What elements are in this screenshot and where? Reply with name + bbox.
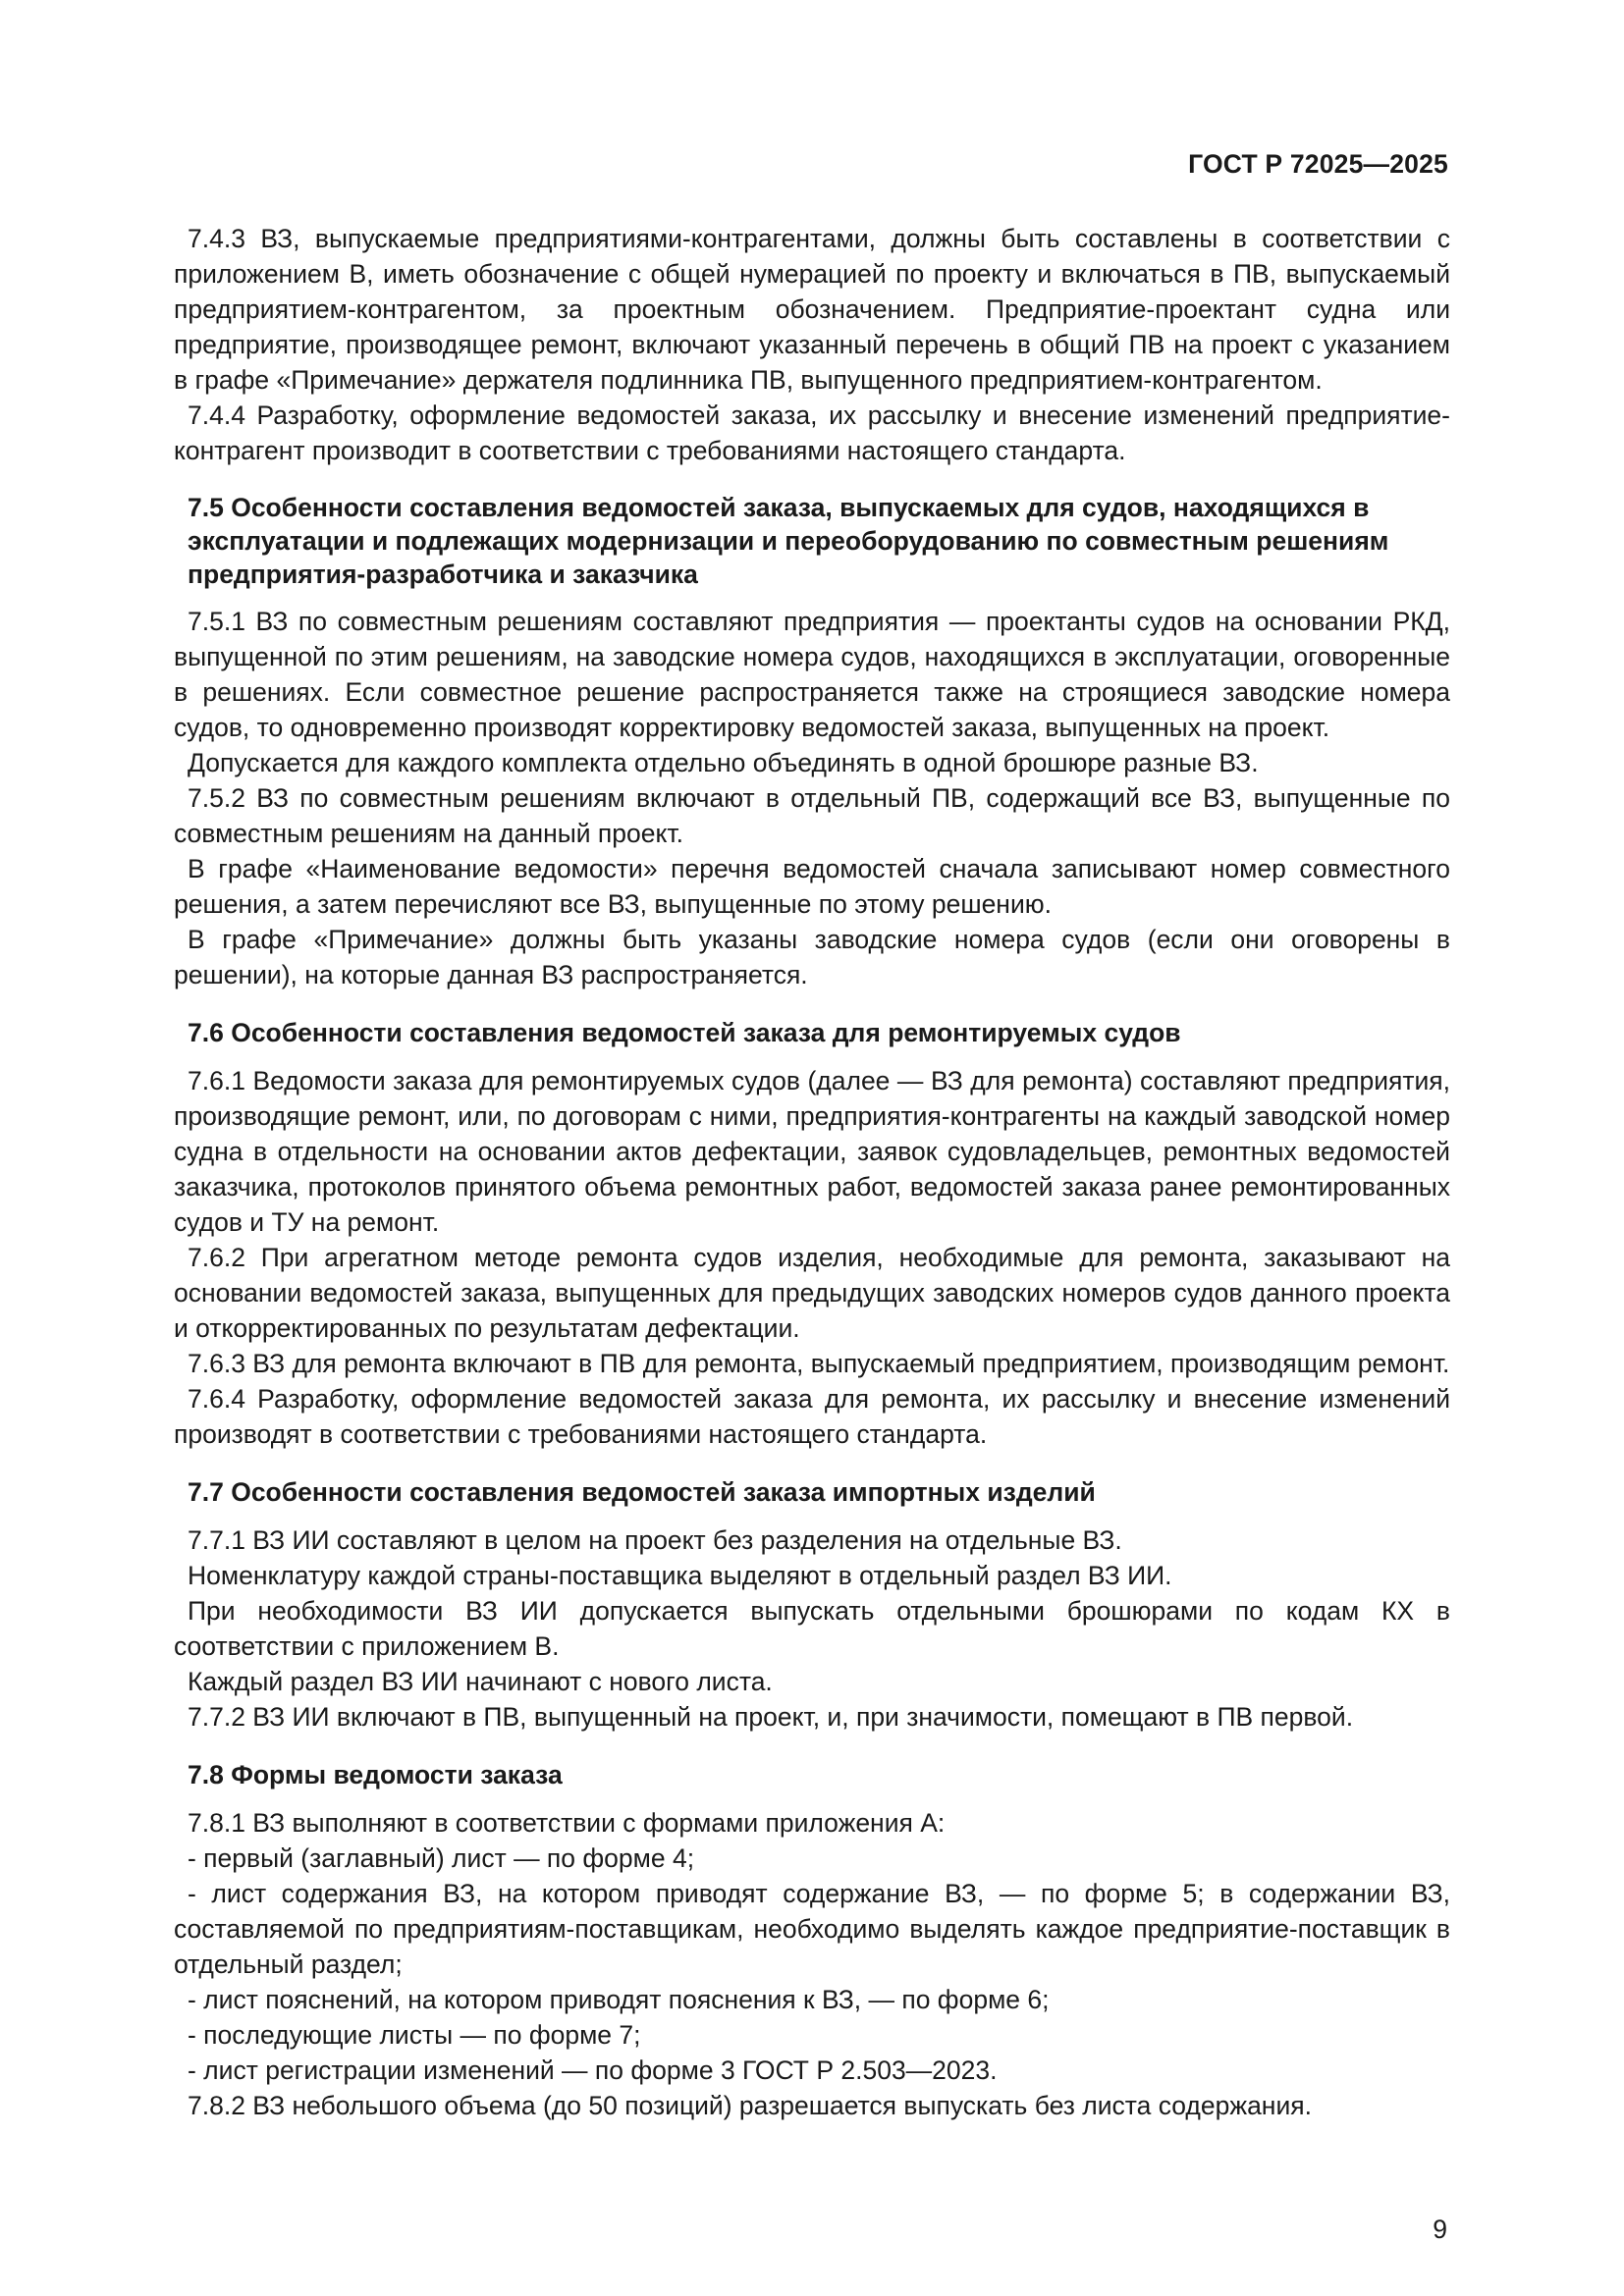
list-item-form-4: - первый (заглавный) лист — по форме 4; — [188, 1843, 695, 1873]
paragraph-7-5-2-c: В графе «Примечание» должны быть указаны заводские номера судов (если они оговорены в решении), на которые данная ВЗ распространяется. — [174, 925, 1450, 989]
list-item-form-6: - лист пояснений, на котором приводят пояснения к ВЗ, — по форме 6; — [188, 1985, 1050, 2014]
paragraph-7-5-2-b: В графе «Наименование ведомости» перечня ведомостей сначала записывают номер совместного решения, а затем перечисляют все ВЗ, выпущенные по этому решению. — [174, 854, 1450, 919]
section-heading-7-7: 7.7 Особенности составления ведомостей заказа импортных изделий — [188, 1477, 1096, 1507]
list-item-form-7: - последующие листы — по форме 7; — [188, 2020, 641, 2050]
paragraph-7-4-3: 7.4.3 ВЗ, выпускаемые предприятиями-контрагентами, должны быть составлены в соответствии с приложением В, иметь обозначение с общей нумерацией по проекту и включаться в ПВ, выпускаемый предприятием-контрагентом, за проектным обозначением. Предприятие-проектант судна или предприятие, производящее ремонт, включают указанный перечень в общий ПВ на проект с указанием в графе «Примечание» держателя подлинника ПВ, выпущенного предприятием-контрагентом. — [174, 224, 1450, 395]
page-number: 9 — [1433, 2215, 1447, 2244]
paragraph-7-7-1-c: При необходимости ВЗ ИИ допускается выпускать отдельными брошюрами по кодам КХ в соответствии с приложением В. — [174, 1596, 1450, 1661]
section-heading-7-6: 7.6 Особенности составления ведомостей заказа для ремонтируемых судов — [188, 1018, 1181, 1047]
list-item-form-5: - лист содержания ВЗ, на котором приводят содержание ВЗ, — по форме 5; в содержании ВЗ, составляемой по предприятиям-поставщикам, необходимо выделять каждое предприятие-поставщик в отдельный раздел; — [174, 1879, 1450, 1979]
paragraph-7-6-3: 7.6.3 ВЗ для ремонта включают в ПВ для ремонта, выпускаемый предприятием, производящим ремонт. — [188, 1349, 1450, 1378]
paragraph-7-4-4: 7.4.4 Разработку, оформление ведомостей заказа, их рассылку и внесение изменений предприятие-контрагент производит в соответствии с требованиями настоящего стандарта. — [174, 400, 1450, 465]
paragraph-7-7-1-b: Номенклатуру каждой страны-поставщика выделяют в отдельный раздел ВЗ ИИ. — [188, 1561, 1172, 1590]
paragraph-7-7-2: 7.7.2 ВЗ ИИ включают в ПВ, выпущенный на проект, и, при значимости, помещают в ПВ первой. — [188, 1702, 1354, 1732]
paragraph-7-5-1-b: Допускается для каждого комплекта отдельно объединять в одной брошюре разные ВЗ. — [188, 748, 1259, 777]
paragraph-7-5-2: 7.5.2 ВЗ по совместным решениям включают в отдельный ПВ, содержащий все ВЗ, выпущенные по совместным решениям на данный проект. — [174, 783, 1450, 848]
section-heading-7-8: 7.8 Формы ведомости заказа — [188, 1760, 563, 1789]
paragraph-7-8-1: 7.8.1 ВЗ выполняют в соответствии с формами приложения А: — [188, 1808, 946, 1838]
list-item-form-3: - лист регистрации изменений — по форме 3 ГОСТ Р 2.503—2023. — [188, 2056, 998, 2085]
paragraph-7-6-2: 7.6.2 При агрегатном методе ремонта судов изделия, необходимые для ремонта, заказывают на основании ведомостей заказа, выпущенных для предыдущих заводских номеров судов данного проекта и откорректированных по результатам дефектации. — [174, 1243, 1450, 1343]
paragraph-7-5-1: 7.5.1 ВЗ по совместным решениям составляют предприятия — проектанты судов на основании РКД, выпущенной по этим решениям, на заводские номера судов, находящихся в эксплуатации, оговоренные в решениях. Если совместное решение распространяется также на строящиеся заводские номера судов, то одновременно производят корректировку ведомостей заказа, выпущенных на проект. — [174, 607, 1450, 742]
paragraph-7-6-4: 7.6.4 Разработку, оформление ведомостей заказа для ремонта, их рассылку и внесение изменений производят в соответствии с требованиями настоящего стандарта. — [174, 1384, 1450, 1449]
paragraph-7-6-1: 7.6.1 Ведомости заказа для ремонтируемых судов (далее — ВЗ для ремонта) составляют предприятия, производящие ремонт, или, по договорам с ними, предприятия-контрагенты на каждый заводской номер судна в отдельности на основании актов дефектации, заявок судовладельцев, ремонтных ведомостей заказчика, протоколов принятого объема ремонтных работ, ведомостей заказа ранее ремонтированных судов и ТУ на ремонт. — [174, 1066, 1450, 1237]
section-heading-7-5: 7.5 Особенности составления ведомостей заказа, выпускаемых для судов, находящихся в эксплуатации и подлежащих модернизации и переоборудованию по совместным решениям предприятия-разработчика и заказчика — [188, 493, 1389, 589]
page-content — [174, 221, 1450, 2123]
paragraph-7-8-2: 7.8.2 ВЗ небольшого объема (до 50 позиций) разрешается выпускать без листа содержания. — [188, 2091, 1312, 2120]
document-code-header: ГОСТ Р 72025—2025 — [1188, 149, 1448, 179]
paragraph-7-7-1-d: Каждый раздел ВЗ ИИ начинают с нового листа. — [188, 1667, 773, 1696]
paragraph-7-7-1: 7.7.1 ВЗ ИИ составляют в целом на проект без разделения на отдельные ВЗ. — [188, 1525, 1122, 1555]
